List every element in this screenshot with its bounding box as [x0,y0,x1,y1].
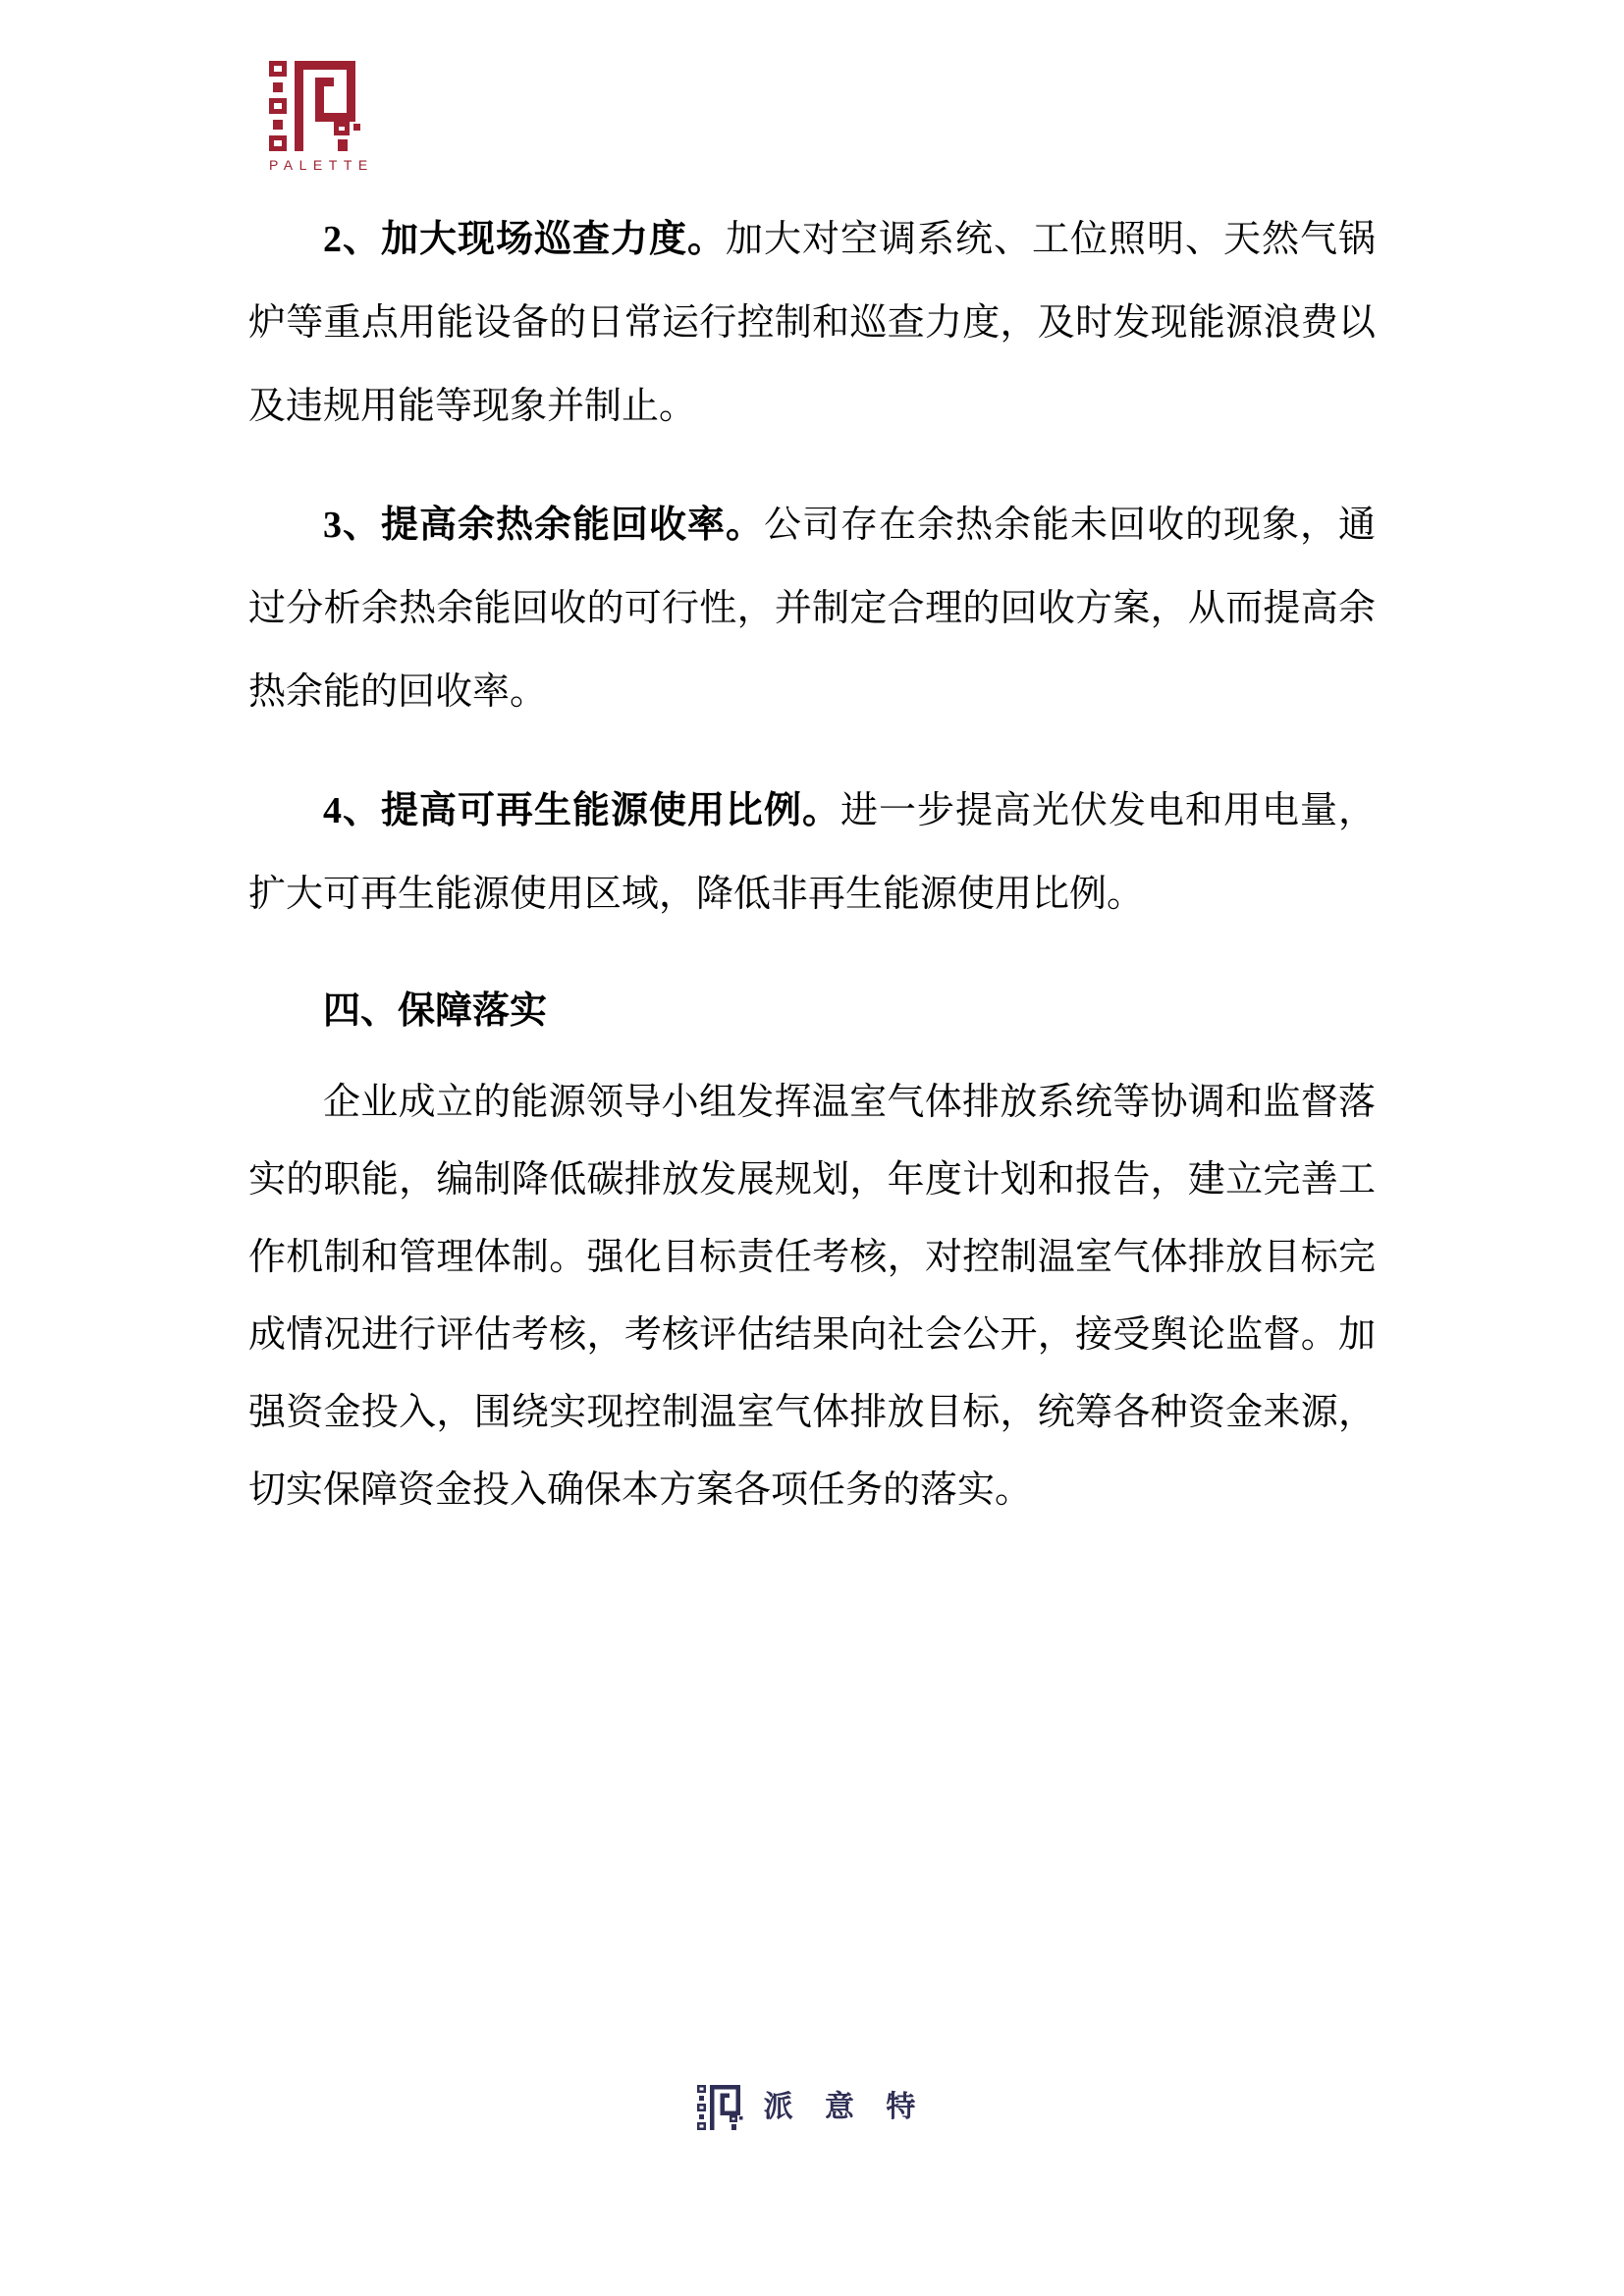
closing-paragraph: 企业成立的能源领导小组发挥温室气体排放系统等协调和监督落实的职能，编制降低碳排放发展规划，年度计划和报告，建立完善工作机制和管理体制。强化目标责任考核，对控制温室气体排放目标完成情况进行评估考核，考核评估结果向社会公开，接受舆论监督。加强资金投入，围绕实现控制温室气体排放目标，统筹各种资金来源，切实保障资金投入确保本方案各项任务的落实。 [248,1082,1376,1511]
document-body [248,198,1376,1529]
paragraph-item-4 [248,770,1376,936]
paragraph-lead: 2、加大现场巡查力度。 [323,219,726,260]
footer-maze-logo-icon [697,2085,748,2130]
paragraph-text: 公司存在余热余能未回收的现象，通过分析余热余能回收的可行性，并制定合理的回收方案，从而提高余热余能的回收率。 [248,505,1376,713]
palette-maze-logo-icon [269,61,371,151]
header-logo [269,61,374,173]
paragraph-lead: 4、提高可再生能源使用比例。 [323,790,840,831]
paragraph-text: 进一步提高光伏发电和用电量，扩大可再生能源使用区域，降低非再生能源使用比例。 [248,790,1376,915]
paragraph-text: 加大对空调系统、工位照明、天然气锅炉等重点用能设备的日常运行控制和巡查力度，及时发现能源浪费以及违规用能等现象并制止。 [248,219,1376,427]
footer [0,2085,1624,2130]
paragraph-item-2 [248,198,1376,449]
paragraph-item-3 [248,484,1376,734]
palette-wordmark: PALETTE [269,157,374,173]
section-heading: 四、保障落实 [323,990,548,1032]
paragraph-lead: 3、提高余热余能回收率。 [323,505,764,546]
footer-brand-text: 派 意 特 [763,2091,928,2123]
